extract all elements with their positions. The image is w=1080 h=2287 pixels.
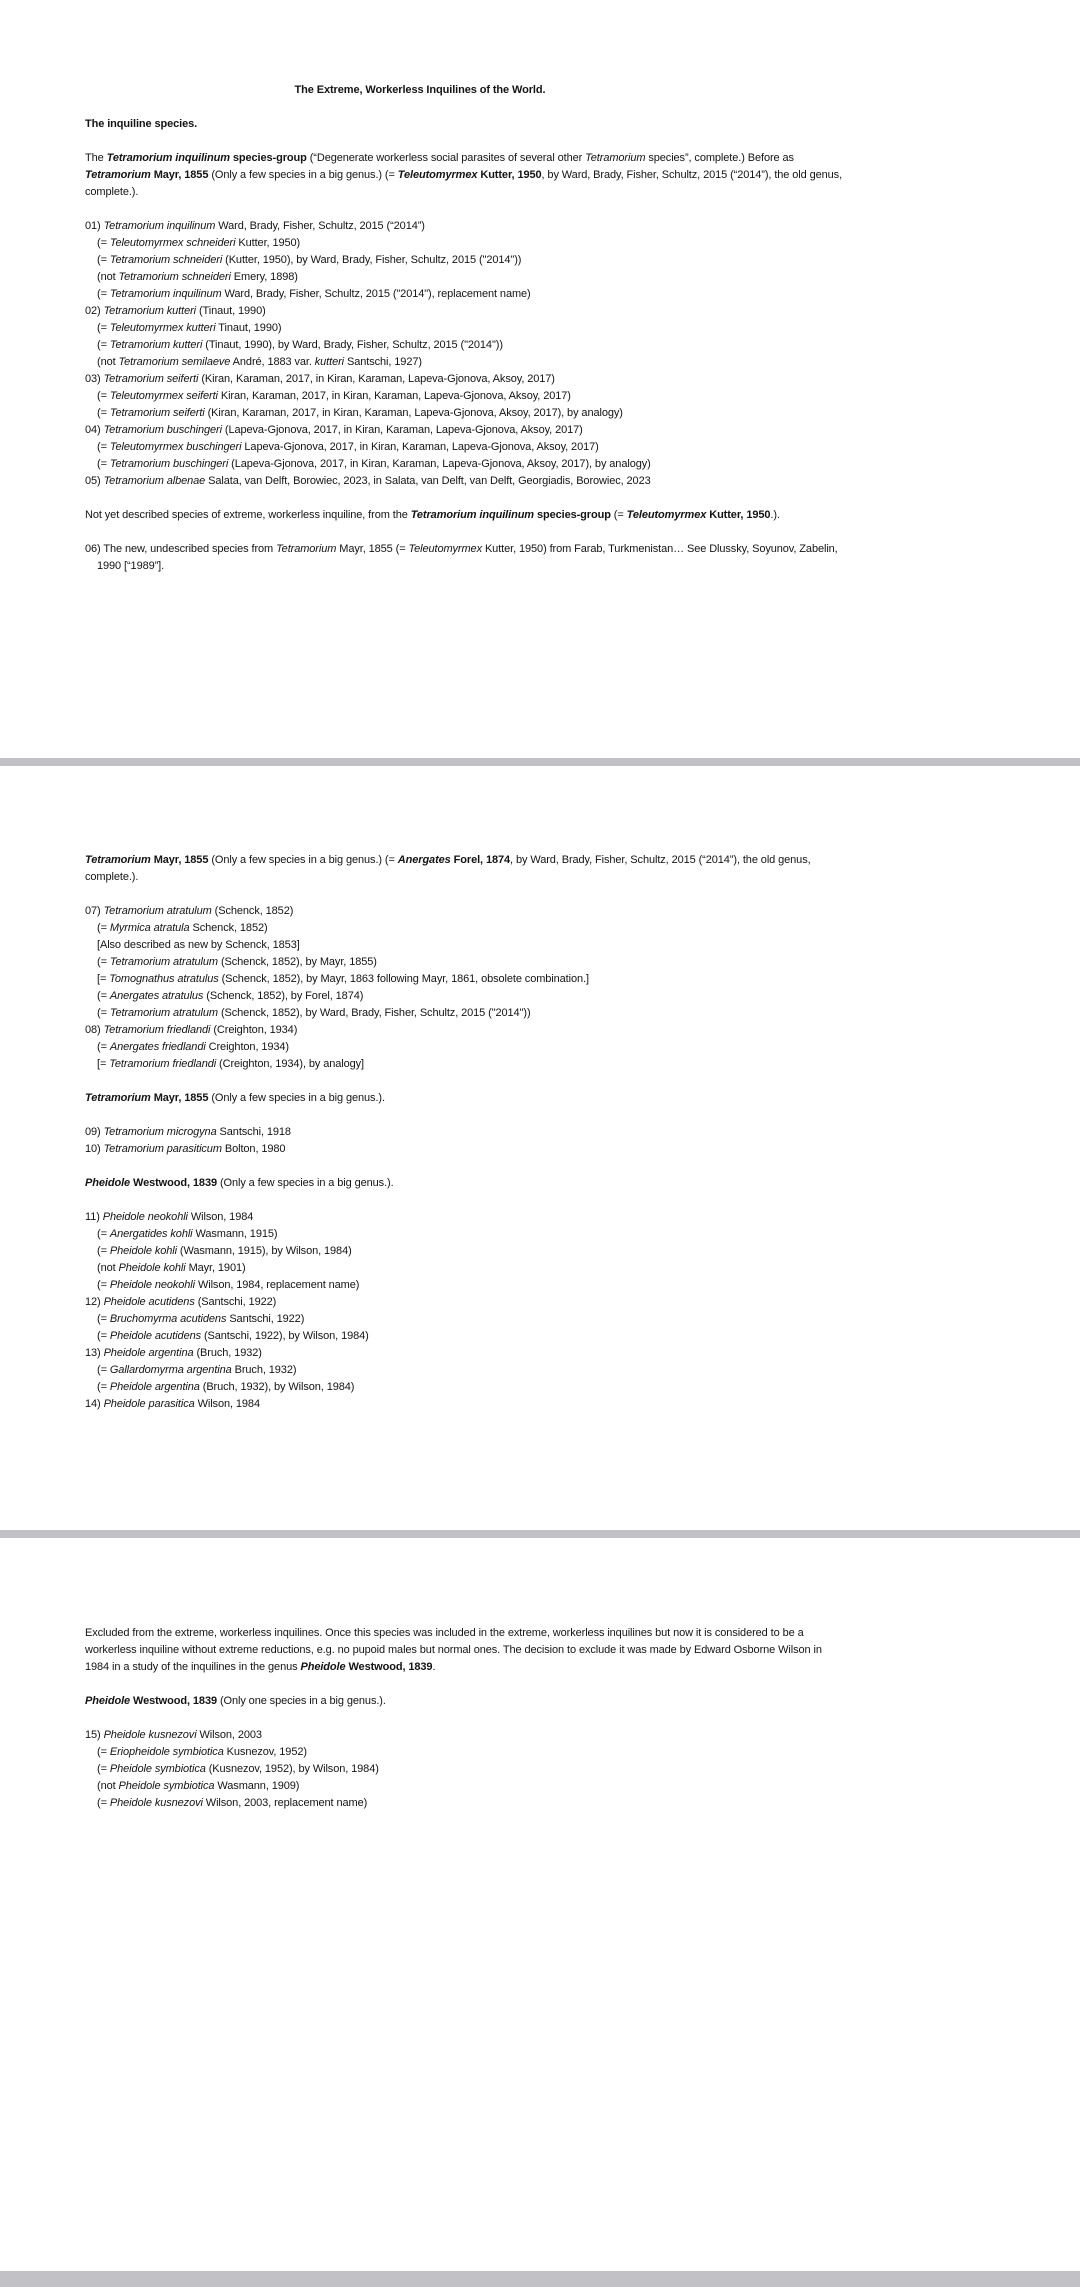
continuation-line (85, 1328, 1060, 1345)
text-run: (= (97, 1313, 110, 1325)
continuation-line (85, 1795, 1060, 1812)
text-run: (= (97, 1381, 110, 1393)
exclusion-paragraph (85, 1625, 1060, 1676)
continuation-line (85, 1362, 1060, 1379)
text-run: (Schenck, 1852), by Ward, Brady, Fisher, Schultz, 2015 ("2014")) (218, 1007, 531, 1019)
text-run: Forel, 1874 (450, 854, 511, 866)
genus-heading-pheidole (85, 1175, 1060, 1192)
text-run: (= (97, 922, 110, 934)
text-run: 1990 [“1989”]. (97, 560, 165, 572)
text-run: Kutter, 1950) from Farab, Turkmenistan… See Dlussky, Soyunov, Zabelin, (481, 543, 838, 555)
species-item-06 (85, 541, 1060, 575)
text-run: Pheidole symbiotica (109, 1763, 206, 1775)
text-run: Pheidole kohli (109, 1245, 177, 1257)
text-run: (Only a few species in a big genus.) (= (208, 854, 398, 866)
text-run: Kutter, 1950 (706, 509, 771, 521)
text-run: Westwood, 1839 (345, 1661, 433, 1673)
text-line (85, 1209, 1060, 1226)
text-line (85, 150, 1060, 167)
text-line (85, 852, 1060, 869)
text-line (85, 1294, 1060, 1311)
text-line (85, 1642, 1060, 1659)
text-run: [= (97, 973, 110, 985)
text-run: Mayr, 1855 (150, 1092, 209, 1104)
text-line (85, 507, 1060, 524)
text-run: 09) (85, 1126, 104, 1138)
text-run: Santschi, 1927) (344, 356, 422, 368)
text-run: 04) (85, 424, 104, 436)
text-run: Pheidole symbiotica (118, 1780, 215, 1792)
text-run: Wilson, 1984 (194, 1398, 260, 1410)
text-run: Ward, Brady, Fisher, Schultz, 2015 (“2014”) (215, 220, 425, 232)
genus-heading-tetramorium-anergates (85, 852, 1060, 886)
text-line (85, 1141, 1060, 1158)
text-run: Pheidole neokohli (102, 1211, 188, 1223)
text-run: Pheidole kohli (118, 1262, 186, 1274)
continuation-line (85, 1311, 1060, 1328)
text-run: Wasmann, 1909) (214, 1780, 300, 1792)
continuation-line (85, 954, 1060, 971)
text-run: Salata, van Delft, Borowiec, 2023, in Salata, van Delft, van Delft, Georgiadis, Borowiec, 2023 (205, 475, 651, 487)
text-run: (= (97, 1279, 110, 1291)
text-run: (Santschi, 1922) (194, 1296, 277, 1308)
text-run: (Kiran, Karaman, 2017, in Kiran, Karaman, Lapeva-Gjonova, Aksoy, 2017) (198, 373, 555, 385)
genus-heading-tetramorium (85, 1090, 1060, 1107)
text-run: Kusnezov, 1952) (223, 1746, 307, 1758)
text-run: Mayr, 1855 (150, 169, 209, 181)
text-line (85, 1396, 1060, 1413)
text-run: The inquiline species. (85, 118, 198, 130)
continuation-line (85, 456, 1060, 473)
text-line (85, 903, 1060, 920)
text-run: (Creighton, 1934) (210, 1024, 298, 1036)
page-1[interactable] (0, 0, 1080, 758)
text-line (85, 541, 1060, 558)
text-run: (= (97, 1228, 110, 1240)
text-run: Tetramorium friedlandi (103, 1024, 211, 1036)
intro-paragraph (85, 150, 1060, 201)
text-run: Tetramorium (276, 543, 337, 555)
text-line (85, 116, 1060, 133)
text-line (85, 1022, 1060, 1039)
text-run: (Wasmann, 1915), by Wilson, 1984) (176, 1245, 352, 1257)
text-run: (Kiran, Karaman, 2017, in Kiran, Karaman, Lapeva-Gjonova, Aksoy, 2017), by analogy) (204, 407, 623, 419)
text-run: (= (97, 1330, 110, 1342)
text-run: complete.). (85, 871, 139, 883)
text-run: (Only a few species in a big genus.). (216, 1177, 394, 1189)
text-run: Pheidole (85, 1177, 131, 1189)
text-run: (not (97, 1780, 119, 1792)
continuation-line (85, 988, 1060, 1005)
text-run: 15) (85, 1729, 104, 1741)
species-item-15 (85, 1727, 1060, 1812)
text-line (85, 1124, 1060, 1141)
text-run: (= (97, 441, 110, 453)
text-run: Kutter, 1950) (235, 237, 301, 249)
text-run: Tetramorium atratulum (103, 905, 212, 917)
text-run: , by Ward, Brady, Fisher, Schultz, 2015 (“2014”), the old genus, (510, 854, 811, 866)
species-list-11-14 (85, 1209, 1060, 1413)
text-run: (not (97, 356, 119, 368)
text-run: species-group (534, 509, 611, 521)
text-run: Schenck, 1852) (189, 922, 268, 934)
continuation-line (85, 1226, 1060, 1243)
text-run: (= (97, 956, 110, 968)
text-run: Bruch, 1932) (231, 1364, 297, 1376)
text-run: 08) (85, 1024, 104, 1036)
text-run: Mayr, 1855 (150, 854, 209, 866)
text-line (85, 1175, 1060, 1192)
text-run: Creighton, 1934) (205, 1041, 289, 1053)
text-run: (= (97, 1245, 110, 1257)
text-run: 13) (85, 1347, 104, 1359)
text-run: 11) (85, 1211, 103, 1223)
text-run: Tomognathus atratulus (109, 973, 219, 985)
text-run: 1984 in a study of the inquilines in the genus (85, 1661, 301, 1673)
page-2[interactable] (0, 766, 1080, 1530)
text-run: (= (97, 1364, 110, 1376)
text-run: 03) (85, 373, 104, 385)
text-run: (Schenck, 1852), by Mayr, 1863 following Mayr, 1861, obsolete combination.] (218, 973, 589, 985)
text-run: (= (97, 288, 110, 300)
text-run: Tetramorium buschingeri (109, 458, 229, 470)
text-run: Westwood, 1839 (130, 1695, 217, 1707)
text-run: (Santschi, 1922), by Wilson, 1984) (201, 1330, 369, 1342)
text-line (85, 184, 1060, 201)
text-run: Teleutomyrmex (626, 509, 707, 521)
text-run: (= (97, 237, 110, 249)
continuation-line (85, 1778, 1060, 1795)
text-run: 07) (85, 905, 104, 917)
text-line (85, 1727, 1060, 1744)
text-run: Tetramorium seiferti (109, 407, 205, 419)
text-run: Tetramorium buschingeri (103, 424, 222, 436)
text-run: Tetramorium inquilinum (109, 288, 222, 300)
text-run: Pheidole (300, 1661, 346, 1673)
text-run: Bruchomyrma acutidens (109, 1313, 227, 1325)
text-run: Tetramorium schneideri (118, 271, 231, 283)
text-run: (Only one species in a big genus.). (216, 1695, 386, 1707)
continuation-line (85, 286, 1060, 303)
text-run: Teleutomyrmex buschingeri (109, 441, 242, 453)
text-run: 06) The new, undescribed species from (85, 543, 277, 555)
text-run: Ward, Brady, Fisher, Schultz, 2015 ("2014"), replacement name) (221, 288, 531, 300)
continuation-line (85, 1744, 1060, 1761)
text-run: Kiran, Karaman, 2017, in Kiran, Karaman, Lapeva-Gjonova, Aksoy, 2017) (217, 390, 571, 402)
continuation-line (85, 337, 1060, 354)
text-line (85, 869, 1060, 886)
text-run: workerless inquiline without extreme reductions, e.g. no pupoid males but normal ones. The decision to exclude it was made by Edward Osborne Wilson in (85, 1644, 822, 1656)
text-run: (Lapeva-Gjonova, 2017, in Kiran, Karaman, Lapeva-Gjonova, Aksoy, 2017) (221, 424, 583, 436)
text-run: (Schenck, 1852) (211, 905, 294, 917)
text-line (85, 1659, 1060, 1676)
continuation-line (85, 1761, 1060, 1778)
text-run: (= (97, 390, 110, 402)
text-run: Tinaut, 1990) (215, 322, 282, 334)
text-run: (= (97, 254, 110, 266)
species-list-09-10 (85, 1124, 1060, 1158)
text-run: Tetramorium parasiticum (103, 1143, 222, 1155)
text-line (85, 1090, 1060, 1107)
text-run: , by Ward, Brady, Fisher, Schultz, 2015 (“2014”), the old genus, (541, 169, 843, 181)
text-run: Wilson, 2003 (196, 1729, 262, 1741)
continuation-line (85, 354, 1060, 371)
text-run: Westwood, 1839 (130, 1177, 217, 1189)
text-run: Myrmica atratula (109, 922, 190, 934)
text-run: (= (97, 990, 110, 1002)
continuation-line (85, 252, 1060, 269)
text-run: (= (97, 1041, 110, 1053)
text-line (85, 303, 1060, 320)
text-run: Pheidole acutidens (103, 1296, 195, 1308)
text-run: Tetramorium inquilinum (103, 220, 216, 232)
text-run: 10) (85, 1143, 104, 1155)
text-run: (Lapeva-Gjonova, 2017, in Kiran, Karaman, Lapeva-Gjonova, Aksoy, 2017), by analogy) (228, 458, 651, 470)
text-run: (= (97, 339, 110, 351)
text-run: 01) (85, 220, 104, 232)
text-run: Bolton, 1980 (221, 1143, 286, 1155)
text-run: Kutter, 1950 (477, 169, 542, 181)
text-line (85, 82, 755, 99)
page-3[interactable] (0, 1538, 1080, 2271)
text-run: Mayr, 1855 (= (336, 543, 409, 555)
text-run: 14) (85, 1398, 104, 1410)
text-run: André, 1883 var. (230, 356, 315, 368)
text-run: Tetramorium albenae (103, 475, 206, 487)
text-run: (Bruch, 1932), by Wilson, 1984) (199, 1381, 355, 1393)
species-list-01-05 (85, 218, 1060, 490)
text-run: Eriopheidole symbiotica (109, 1746, 224, 1758)
text-run: Wilson, 1984, replacement name) (195, 1279, 360, 1291)
text-run: Tetramorium inquilinum (410, 509, 534, 521)
text-run: (Tinaut, 1990) (196, 305, 266, 317)
text-run: (Creighton, 1934), by analogy] (216, 1058, 365, 1070)
text-run: Tetramorium atratulum (109, 956, 218, 968)
text-run: kutteri (314, 356, 345, 368)
text-run: Wilson, 1984 (187, 1211, 254, 1223)
text-line (85, 422, 1060, 439)
text-run: Tetramorium seiferti (103, 373, 199, 385)
text-line (85, 473, 1060, 490)
continuation-line (85, 1260, 1060, 1277)
text-line (85, 167, 1060, 184)
text-run: Anergates friedlandi (109, 1041, 206, 1053)
continuation-line (85, 388, 1060, 405)
text-run: Tetramorium inquilinum (106, 152, 230, 164)
continuation-line (85, 1039, 1060, 1056)
text-run: Pheidole neokohli (109, 1279, 195, 1291)
text-run: Tetramorium microgyna (103, 1126, 217, 1138)
text-run: Santschi, 1922) (226, 1313, 305, 1325)
continuation-line (85, 1379, 1060, 1396)
continuation-line (85, 1056, 1060, 1073)
text-run: Not yet described species of extreme, workerless inquiline, from the (85, 509, 411, 521)
continuation-line (85, 1277, 1060, 1294)
text-run: Pheidole argentina (103, 1347, 194, 1359)
continuation-line (85, 1005, 1060, 1022)
text-run: Teleutomyrmex seiferti (109, 390, 218, 402)
text-run: Wasmann, 1915) (192, 1228, 278, 1240)
text-run: (= (610, 509, 627, 521)
text-run: (= (97, 1763, 110, 1775)
text-run: Emery, 1898) (230, 271, 298, 283)
text-run: complete.). (85, 186, 139, 198)
continuation-line (85, 235, 1060, 252)
text-line (85, 1693, 1060, 1710)
continuation-line (85, 405, 1060, 422)
continuation-line (85, 971, 1060, 988)
text-run: (= (97, 407, 110, 419)
text-run: Tetramorium atratulum (109, 1007, 218, 1019)
text-run: (= (97, 1746, 110, 1758)
text-run: Mayr, 1901) (185, 1262, 246, 1274)
text-run: Pheidole acutidens (109, 1330, 202, 1342)
text-run: Tetramorium (585, 152, 646, 164)
text-run: . (432, 1661, 436, 1673)
page-separator (0, 1530, 1080, 1538)
text-run: Pheidole parasitica (103, 1398, 195, 1410)
text-run: (Tinaut, 1990), by Ward, Brady, Fisher, Schultz, 2015 ("2014")) (202, 339, 503, 351)
text-run: (Kusnezov, 1952), by Wilson, 1984) (205, 1763, 379, 1775)
text-run: The Extreme, Workerless Inquilines of the World. (294, 84, 546, 96)
text-run: Lapeva-Gjonova, 2017, in Kiran, Karaman, Lapeva-Gjonova, Aksoy, 2017) (241, 441, 599, 453)
page-separator (0, 2271, 1080, 2287)
text-run: Gallardomyrma argentina (109, 1364, 232, 1376)
text-run: Pheidole (85, 1695, 131, 1707)
text-run: 12) (85, 1296, 104, 1308)
text-run: (= (97, 458, 110, 470)
text-run: species-group (229, 152, 307, 164)
continuation-line (85, 269, 1060, 286)
text-run: Teleutomyrmex (408, 543, 482, 555)
text-run: Pheidole kusnezovi (109, 1797, 203, 1809)
text-run: Anergates (397, 854, 451, 866)
text-run: (Only a few species in a big genus.) (= (208, 169, 398, 181)
text-run: species”, complete.) Before as (645, 152, 794, 164)
text-run: Anergatides kohli (109, 1228, 193, 1240)
text-run: Tetramorium (85, 1092, 151, 1104)
text-run: Tetramorium semilaeve (118, 356, 231, 368)
text-run: Teleutomyrmex kutteri (109, 322, 216, 334)
continuation-line (85, 937, 1060, 954)
text-run: [Also described as new by Schenck, 1853] (97, 939, 300, 951)
continuation-line (85, 1243, 1060, 1260)
text-run: Tetramorium kutteri (103, 305, 197, 317)
text-run: (“Degenerate workerless social parasites of several other (306, 152, 586, 164)
continuation-line (85, 320, 1060, 337)
doc-title (85, 82, 755, 99)
text-run: Tetramorium schneideri (109, 254, 223, 266)
text-run: (not (97, 271, 119, 283)
species-list-07-08 (85, 903, 1060, 1073)
text-run: Tetramorium (85, 854, 151, 866)
text-run: Pheidole kusnezovi (103, 1729, 197, 1741)
text-line (85, 1345, 1060, 1362)
text-run: (Schenck, 1852), by Mayr, 1855) (218, 956, 377, 968)
text-run: The (85, 152, 107, 164)
text-run: Santschi, 1918 (216, 1126, 291, 1138)
not-yet-described-note (85, 507, 1060, 524)
continuation-line (85, 439, 1060, 456)
continuation-line (85, 558, 1060, 575)
text-run: (= (97, 1007, 110, 1019)
text-run: Excluded from the extreme, workerless inquilines. Once this species was included in the extreme, workerless inquilines but now it is considered to be a (85, 1627, 804, 1639)
text-run: (Kutter, 1950), by Ward, Brady, Fisher, Schultz, 2015 ("2014")) (222, 254, 522, 266)
text-run: 02) (85, 305, 104, 317)
genus-heading-pheidole-single (85, 1693, 1060, 1710)
text-run: (Schenck, 1852), by Forel, 1874) (203, 990, 364, 1002)
text-run: .). (770, 509, 780, 521)
text-run: Tetramorium kutteri (109, 339, 203, 351)
text-line (85, 371, 1060, 388)
text-run: (Only a few species in a big genus.). (208, 1092, 385, 1104)
text-run: (not (97, 1262, 119, 1274)
text-run: [= (97, 1058, 110, 1070)
text-run: 05) (85, 475, 104, 487)
text-run: Pheidole argentina (109, 1381, 200, 1393)
text-run: (Bruch, 1932) (193, 1347, 262, 1359)
continuation-line (85, 920, 1060, 937)
text-run: Teleutomyrmex (397, 169, 478, 181)
text-line (85, 218, 1060, 235)
text-run: (= (97, 322, 110, 334)
text-line (85, 1625, 1060, 1642)
text-run: Teleutomyrmex schneideri (109, 237, 236, 249)
text-run: Wilson, 2003, replacement name) (202, 1797, 368, 1809)
text-run: Tetramorium friedlandi (109, 1058, 217, 1070)
text-run: (= (97, 1797, 110, 1809)
text-run: Tetramorium (85, 169, 151, 181)
text-run: Anergates atratulus (109, 990, 204, 1002)
page-separator (0, 758, 1080, 766)
section-heading-inquiline-species (85, 116, 1060, 133)
